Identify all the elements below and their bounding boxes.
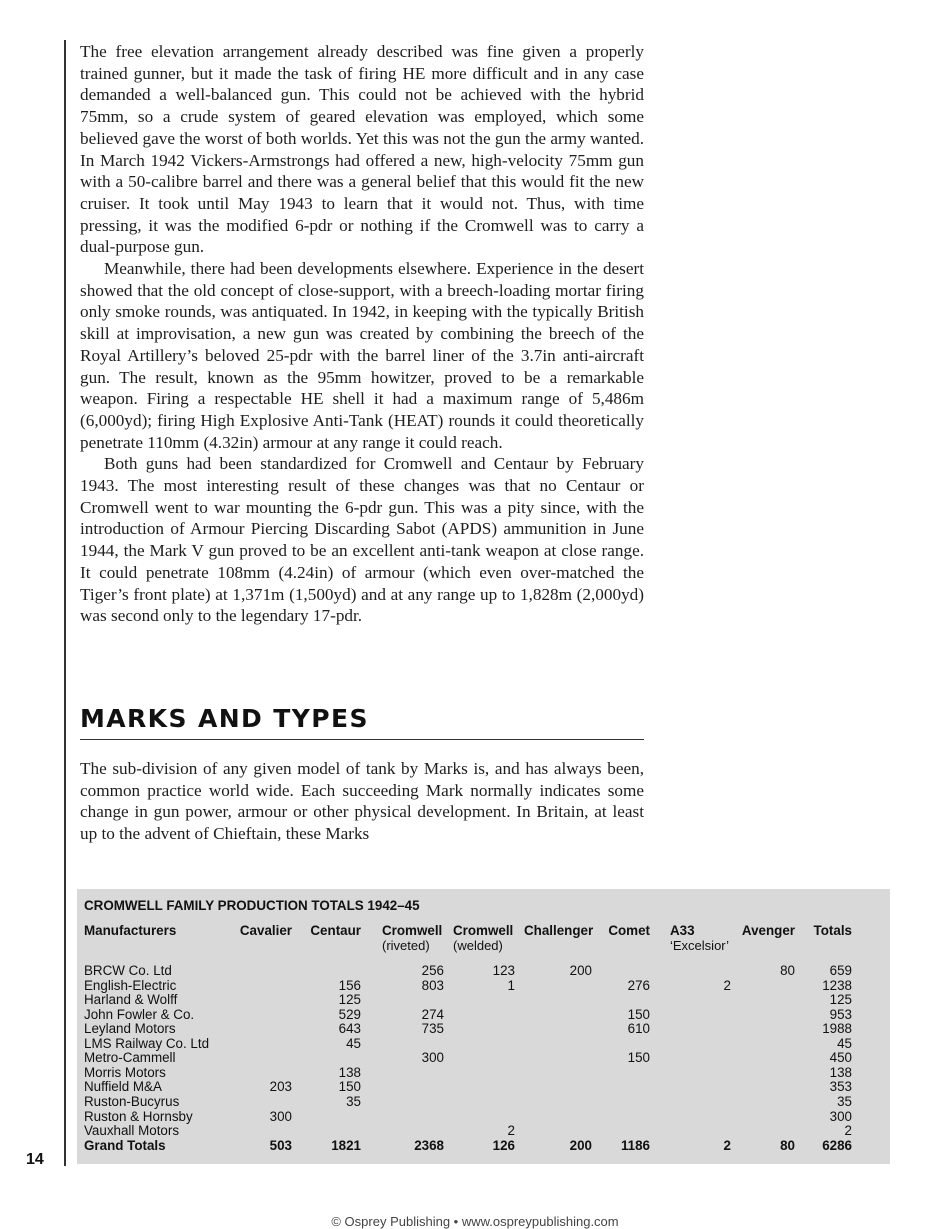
table-cell: 274 xyxy=(421,1006,444,1022)
section-body xyxy=(80,758,644,845)
table-cell: LMS Railway Co. Ltd xyxy=(84,1035,210,1051)
column-header-label: Comet xyxy=(608,923,650,938)
table-cell: 2 xyxy=(723,977,731,993)
column-header xyxy=(608,924,650,939)
table-cell: 529 xyxy=(338,1006,361,1022)
table-cell: Vauxhall Motors xyxy=(84,1123,180,1139)
table-cell: 1988 xyxy=(822,1021,852,1037)
table-cell: Nuffield M&A xyxy=(84,1079,162,1095)
grand-total-cell: 200 xyxy=(569,1137,592,1153)
table-cell: English-Electric xyxy=(84,977,177,993)
section-heading: MARKS AND TYPES xyxy=(80,704,644,740)
grand-total-cell: 80 xyxy=(780,1137,795,1153)
column-header xyxy=(84,924,176,939)
column-header xyxy=(742,924,795,939)
table-cell: 735 xyxy=(421,1021,444,1037)
table-cell: Ruston-Bucyrus xyxy=(84,1093,180,1109)
table-grid xyxy=(77,889,890,1164)
table-cell: John Fowler & Co. xyxy=(84,1006,195,1022)
body-text-block xyxy=(80,41,644,627)
column-header xyxy=(524,924,593,939)
column-header-label: Manufacturers xyxy=(84,923,177,938)
table-cell: BRCW Co. Ltd xyxy=(84,963,172,978)
column-header-label: Centaur xyxy=(310,923,361,938)
table-cell: 156 xyxy=(338,977,361,993)
column-header xyxy=(670,924,729,953)
table-cell: 150 xyxy=(627,1050,650,1066)
table-cell: 659 xyxy=(829,963,852,978)
grand-total-cell: 126 xyxy=(492,1137,515,1153)
table-cell: 150 xyxy=(338,1079,361,1095)
column-header-sublabel: ‘Excelsior’ xyxy=(670,937,729,953)
column-header-label: A33 xyxy=(670,923,695,938)
column-header xyxy=(310,924,361,939)
grand-total-cell: 2368 xyxy=(414,1137,444,1153)
table-cell: Harland & Wolff xyxy=(84,992,178,1008)
table-cell: 45 xyxy=(837,1035,852,1051)
column-header xyxy=(814,924,852,939)
column-header xyxy=(240,924,292,939)
table-cell: 450 xyxy=(829,1050,852,1066)
table-cell: 1238 xyxy=(822,977,852,993)
column-header-sublabel: (riveted) xyxy=(382,937,430,953)
table-cell: 123 xyxy=(492,963,515,978)
table-cell: 203 xyxy=(269,1079,292,1095)
paragraph-1: The free elevation arrangement already described was fine given a properly trained gunner, but it made the task of firing HE more difficult and in any case demanded a well-balanced gun. This could not be achieved with the hybrid 75mm, so a crude system of geared elevation was employed, which some believed gave the worst of both worlds. Yet this was not the gun the army wanted. In March 1942 Vickers-Armstrongs had offered a new, high-velocity 75mm gun with a 50-calibre barrel and there was a general belief that this would fit the new cruiser. It took until May 1943 to learn that it would not. Thus, with time pressing, it was the modified 6-pdr or nothing if the Cromwell was to carry a dual-purpose gun. xyxy=(80,42,644,257)
column-header xyxy=(382,924,442,953)
table-cell: Morris Motors xyxy=(84,1064,166,1080)
table-cell: 200 xyxy=(569,963,592,978)
grand-total-cell: 503 xyxy=(269,1137,292,1153)
grand-total-cell: 1821 xyxy=(331,1137,361,1153)
grand-total-cell: Grand Totals xyxy=(84,1137,166,1153)
table-title: CROMWELL FAMILY PRODUCTION TOTALS 1942–45 xyxy=(84,898,420,913)
table-cell: 300 xyxy=(421,1050,444,1066)
paragraph-2: Meanwhile, there had been developments elsewhere. Experience in the desert showed that the old concept of close-support, with a breech-loading mortar firing only smoke rounds, was antiquated. In 1942, in keeping with the typically British skill at improvisation, a new gun was created by combining the breech of the Royal Artillery’s beloved 25-pdr with the barrel liner of the 3.7in anti-aircraft gun. The result, known as the 95mm howitzer, proved to be a remarkable weapon. Firing a respectable HE shell it had a maximum range of 5,486m (6,000yd); firing High Explosive Anti-Tank (HEAT) rounds it could theoretically penetrate 110mm (4.32in) armour at any range it could reach. xyxy=(80,259,644,452)
column-header-sublabel: (welded) xyxy=(453,937,503,953)
table-cell: 2 xyxy=(844,1123,852,1139)
table-cell: 1 xyxy=(507,977,515,993)
table-cell: Leyland Motors xyxy=(84,1021,176,1037)
table-cell: 35 xyxy=(837,1093,852,1109)
table-cell: 353 xyxy=(829,1079,852,1095)
table-cell: 150 xyxy=(627,1006,650,1022)
footer-copyright: © Osprey Publishing • www.ospreypublishing.com xyxy=(331,1214,619,1229)
table-cell: 276 xyxy=(627,977,650,993)
table-cell: 803 xyxy=(421,977,444,993)
paragraph-3: Both guns had been standardized for Cromwell and Centaur by February 1943. The most interesting result of these changes was that no Centaur or Cromwell went to war mounting the 6-pdr gun. This was a pity since, with the introduction of Armour Piercing Discarding Sabot (APDS) ammunition in June 1944, the Mark V gun proved to be an excellent anti-tank weapon at close range. It could penetrate 108mm (4.24in) of armour (which even over-matched the Tiger’s front plate) at 1,371m (1,500yd) and at any range up to 1,828m (2,000yd) was second only to the legendary 17-pdr. xyxy=(80,454,644,626)
table-cell: 2 xyxy=(507,1123,515,1139)
section-paragraph: The sub-division of any given model of tank by Marks is, and has always been, common practice world wide. Each succeeding Mark normally indicates some change in gun power, armour or other physical development. In Britain, at least up to the advent of Chieftain, these Marks xyxy=(80,759,644,844)
table-cell: 35 xyxy=(346,1093,361,1109)
column-header-label: Cromwell xyxy=(382,923,443,938)
grand-total-cell: 1186 xyxy=(620,1137,650,1153)
table-cell: 45 xyxy=(346,1035,361,1051)
table-cell: 138 xyxy=(829,1064,852,1080)
table-cell: 300 xyxy=(269,1108,292,1124)
column-header-label: Totals xyxy=(813,923,852,938)
left-margin-rule xyxy=(64,40,66,1166)
table-cell: 610 xyxy=(627,1021,650,1037)
grand-total-cell: 2 xyxy=(723,1137,731,1153)
table-cell: 300 xyxy=(829,1108,852,1124)
table-cell: 256 xyxy=(421,963,444,978)
table-cell: 138 xyxy=(338,1064,361,1080)
table-cell: 125 xyxy=(338,992,361,1008)
table-cell: 80 xyxy=(780,963,795,978)
grand-total-cell: 6286 xyxy=(822,1137,852,1153)
table-cell: 643 xyxy=(338,1021,361,1037)
table-cell: 953 xyxy=(829,1006,852,1022)
table-cell: 125 xyxy=(829,992,852,1008)
column-header xyxy=(453,924,513,953)
column-header-label: Avenger xyxy=(741,923,795,938)
column-header-label: Cromwell xyxy=(453,923,514,938)
table-cell: Ruston & Hornsby xyxy=(84,1108,193,1124)
column-header-label: Challenger xyxy=(524,923,594,938)
production-table xyxy=(77,889,890,1164)
page-number: 14 xyxy=(26,1151,44,1168)
table-cell: Metro-Cammell xyxy=(84,1050,176,1066)
column-header-label: Cavalier xyxy=(239,923,292,938)
